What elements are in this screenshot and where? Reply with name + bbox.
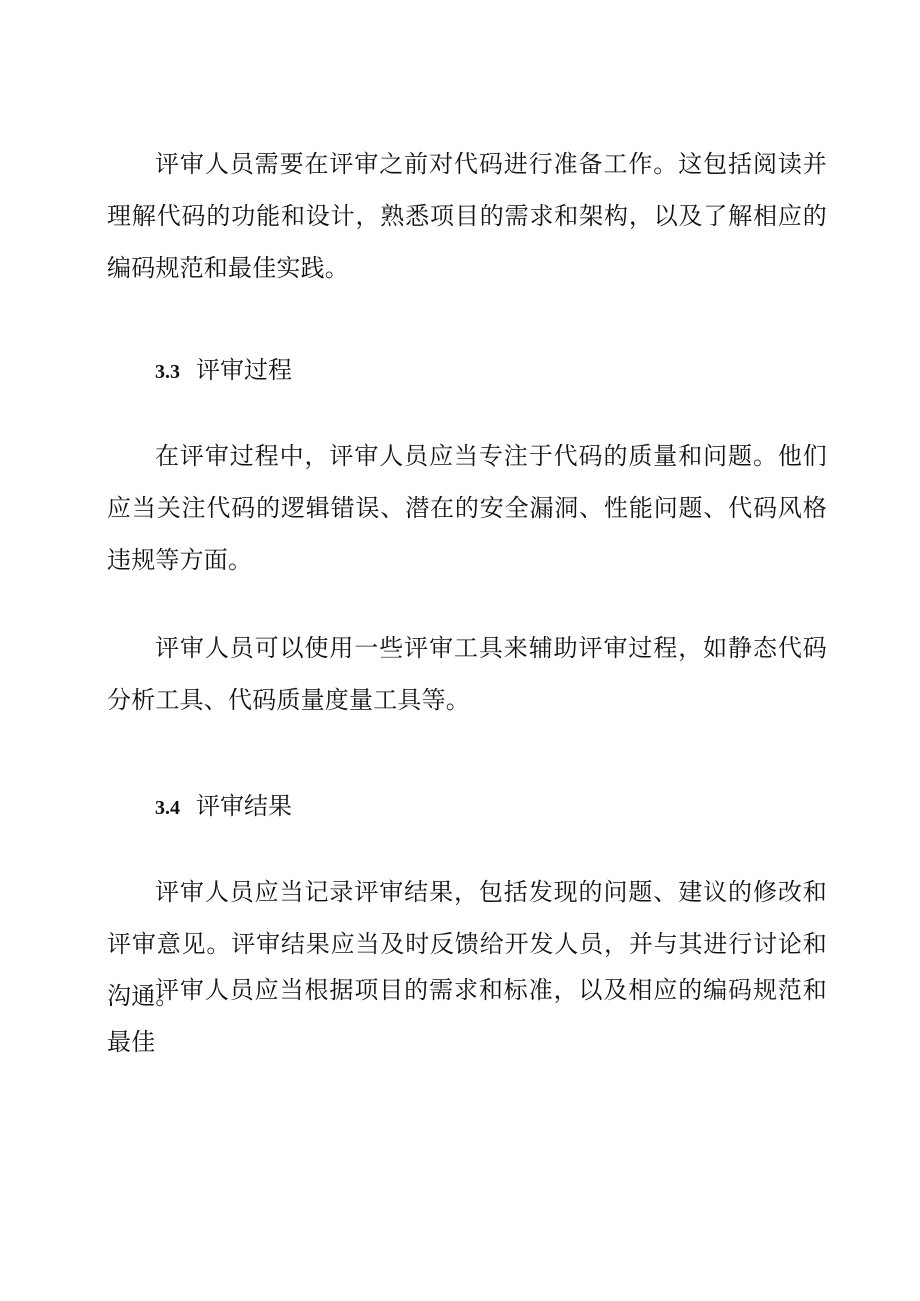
section-number: 3.3 <box>155 361 180 383</box>
section-title: 评审结果 <box>196 792 292 820</box>
paragraph-standards: 评审人员应当根据项目的需求和标准，以及相应的编码规范和最佳 <box>107 976 827 1056</box>
section-heading-3-4 <box>155 788 292 826</box>
section-heading-3-3 <box>155 352 292 390</box>
section-number: 3.4 <box>155 797 180 819</box>
paragraph-preparation: 评审人员需要在评审之前对代码进行准备工作。这包括阅读并理解代码的功能和设计，熟悉项目的需求和架构，以及了解相应的编码规范和最佳实践。 <box>107 150 827 282</box>
paragraph-review-focus: 在评审过程中，评审人员应当专注于代码的质量和问题。他们应当关注代码的逻辑错误、潜在的安全漏洞、性能问题、代码风格违规等方面。 <box>107 442 827 574</box>
paragraph-record-results: 评审人员应当记录评审结果，包括发现的问题、建议的修改和评审意见。评审结果应当及时反馈给开发人员，并与其进行讨论和沟通。 <box>107 878 827 1010</box>
section-title: 评审过程 <box>196 356 292 384</box>
paragraph-review-tools: 评审人员可以使用一些评审工具来辅助评审过程，如静态代码分析工具、代码质量度量工具等。 <box>107 634 827 714</box>
